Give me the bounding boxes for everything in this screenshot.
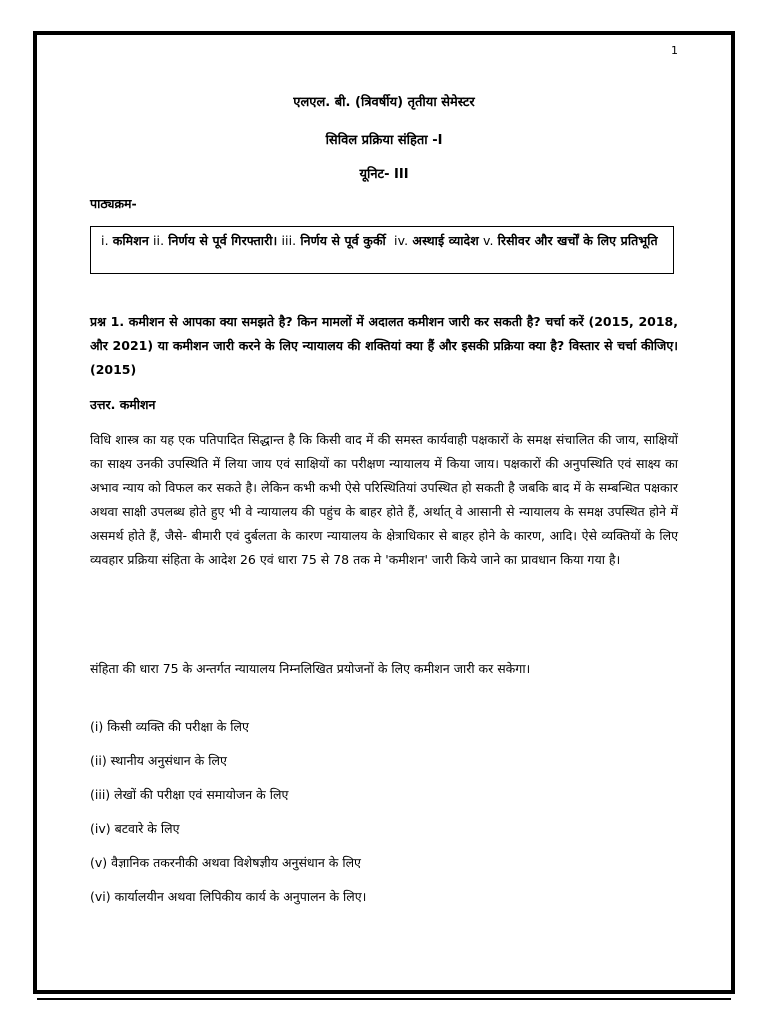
answer-paragraph: संहिता की धारा 75 के अन्तर्गत न्यायालय निम्नलिखित प्रयोजनों के लिए कमीशन जारी कर सकेगा। xyxy=(90,661,531,676)
syllabus-item-num: iii. xyxy=(281,233,297,248)
syllabus-item-num: ii. xyxy=(152,233,165,248)
syllabus-item-num: i. xyxy=(101,233,109,248)
list-item: (ii) स्थानीय अनुसंधान के लिए xyxy=(90,753,227,768)
syllabus-item-num: v. xyxy=(482,233,494,248)
syllabus-item: रिसीवर और खर्चों के लिए प्रतिभूति xyxy=(497,233,658,248)
syllabus-item-num: iv. xyxy=(394,233,409,248)
list-item: (vi) कार्यालयीन अथवा लिपिकीय कार्य के अनुपालन के लिए। xyxy=(90,889,367,904)
course-title: एलएल. बी. (त्रिवर्षीय) तृतीया सेमेस्टर xyxy=(293,95,475,110)
list-item: (iii) लेखों की परीक्षा एवं समायोजन के लिए xyxy=(90,787,289,802)
page-number: 1 xyxy=(671,44,678,57)
answer-heading: उत्तर. कमीशन xyxy=(90,397,156,412)
syllabus-item: निर्णय से पूर्व गिरफ्तारी। xyxy=(168,233,278,248)
syllabus-box xyxy=(90,226,674,274)
list-item: (i) किसी व्यक्ति की परीक्षा के लिए xyxy=(90,719,249,734)
list-item: (iv) बटवारे के लिए xyxy=(90,821,180,836)
subject-title: सिविल प्रक्रिया संहिता -I xyxy=(325,133,443,148)
syllabus-label: पाठ्यक्रम- xyxy=(90,196,137,211)
answer-paragraph: विधि शास्त्र का यह एक पतिपादित सिद्धान्त है कि किसी वाद में की समस्त कार्यवाही पक्षकारों के समक्ष संचालित की जाय, साक्षियों का साक्ष्य उनकी उपस्थिति में लिया जाय एवं साक्षियों का परीक्षण न्यायालय में किया जाय। पक्षकारों की अनुपस्थिति एवं साक्ष्य का अभाव न्याय को विफल कर सकते है। लेकिन कभी कभी ऐसे परिस्थितियां उपस्थित हो सकती है जबकि बाद में के सम्बन्धित पक्षकार अथवा साक्षी उपलब्ध होते हुए भी वे न्यायालय की पहुंच के बाहर होते हैं, अर्थात् वे आसानी से न्यायालय के समक्ष उपस्थित होने में असमर्थ होते हैं, जैसे- बीमारी एवं दुर्बलता के कारण न्यायालय के क्षेत्राधिकार से बाहर होने के कारण, आदि। ऐसे व्यक्तियों के लिए व्यवहार प्रक्रिया संहिता के आदेश 26 एवं धारा 75 से 78 तक मे 'कमीशन' जारी किये जाने का प्रावधान किया गया है। xyxy=(90,432,678,567)
syllabus-item: अस्थाई व्यादेश xyxy=(412,233,479,248)
list-item: (v) वैज्ञानिक तकरनीकी अथवा विशेषज्ञीय अनुसंधान के लिए xyxy=(90,855,361,870)
syllabus-item: कमिशन xyxy=(112,233,149,248)
unit-title: यूनिट- III xyxy=(359,167,409,182)
question-text: प्रश्न 1. कमीशन से आपका क्या समझते है? किन मामलों में अदालत कमीशन जारी कर सकती है? चर्चा करें (2015, 2018, और 2021) या कमीशन जारी करने के लिए न्यायालय की शक्तियां क्या हैं और इसकी प्रक्रिया क्या है? विस्तार से चर्चा कीजिए। (2015) xyxy=(90,314,678,377)
syllabus-item: निर्णय से पूर्व कुर्की xyxy=(300,233,386,248)
purpose-list xyxy=(90,715,678,919)
